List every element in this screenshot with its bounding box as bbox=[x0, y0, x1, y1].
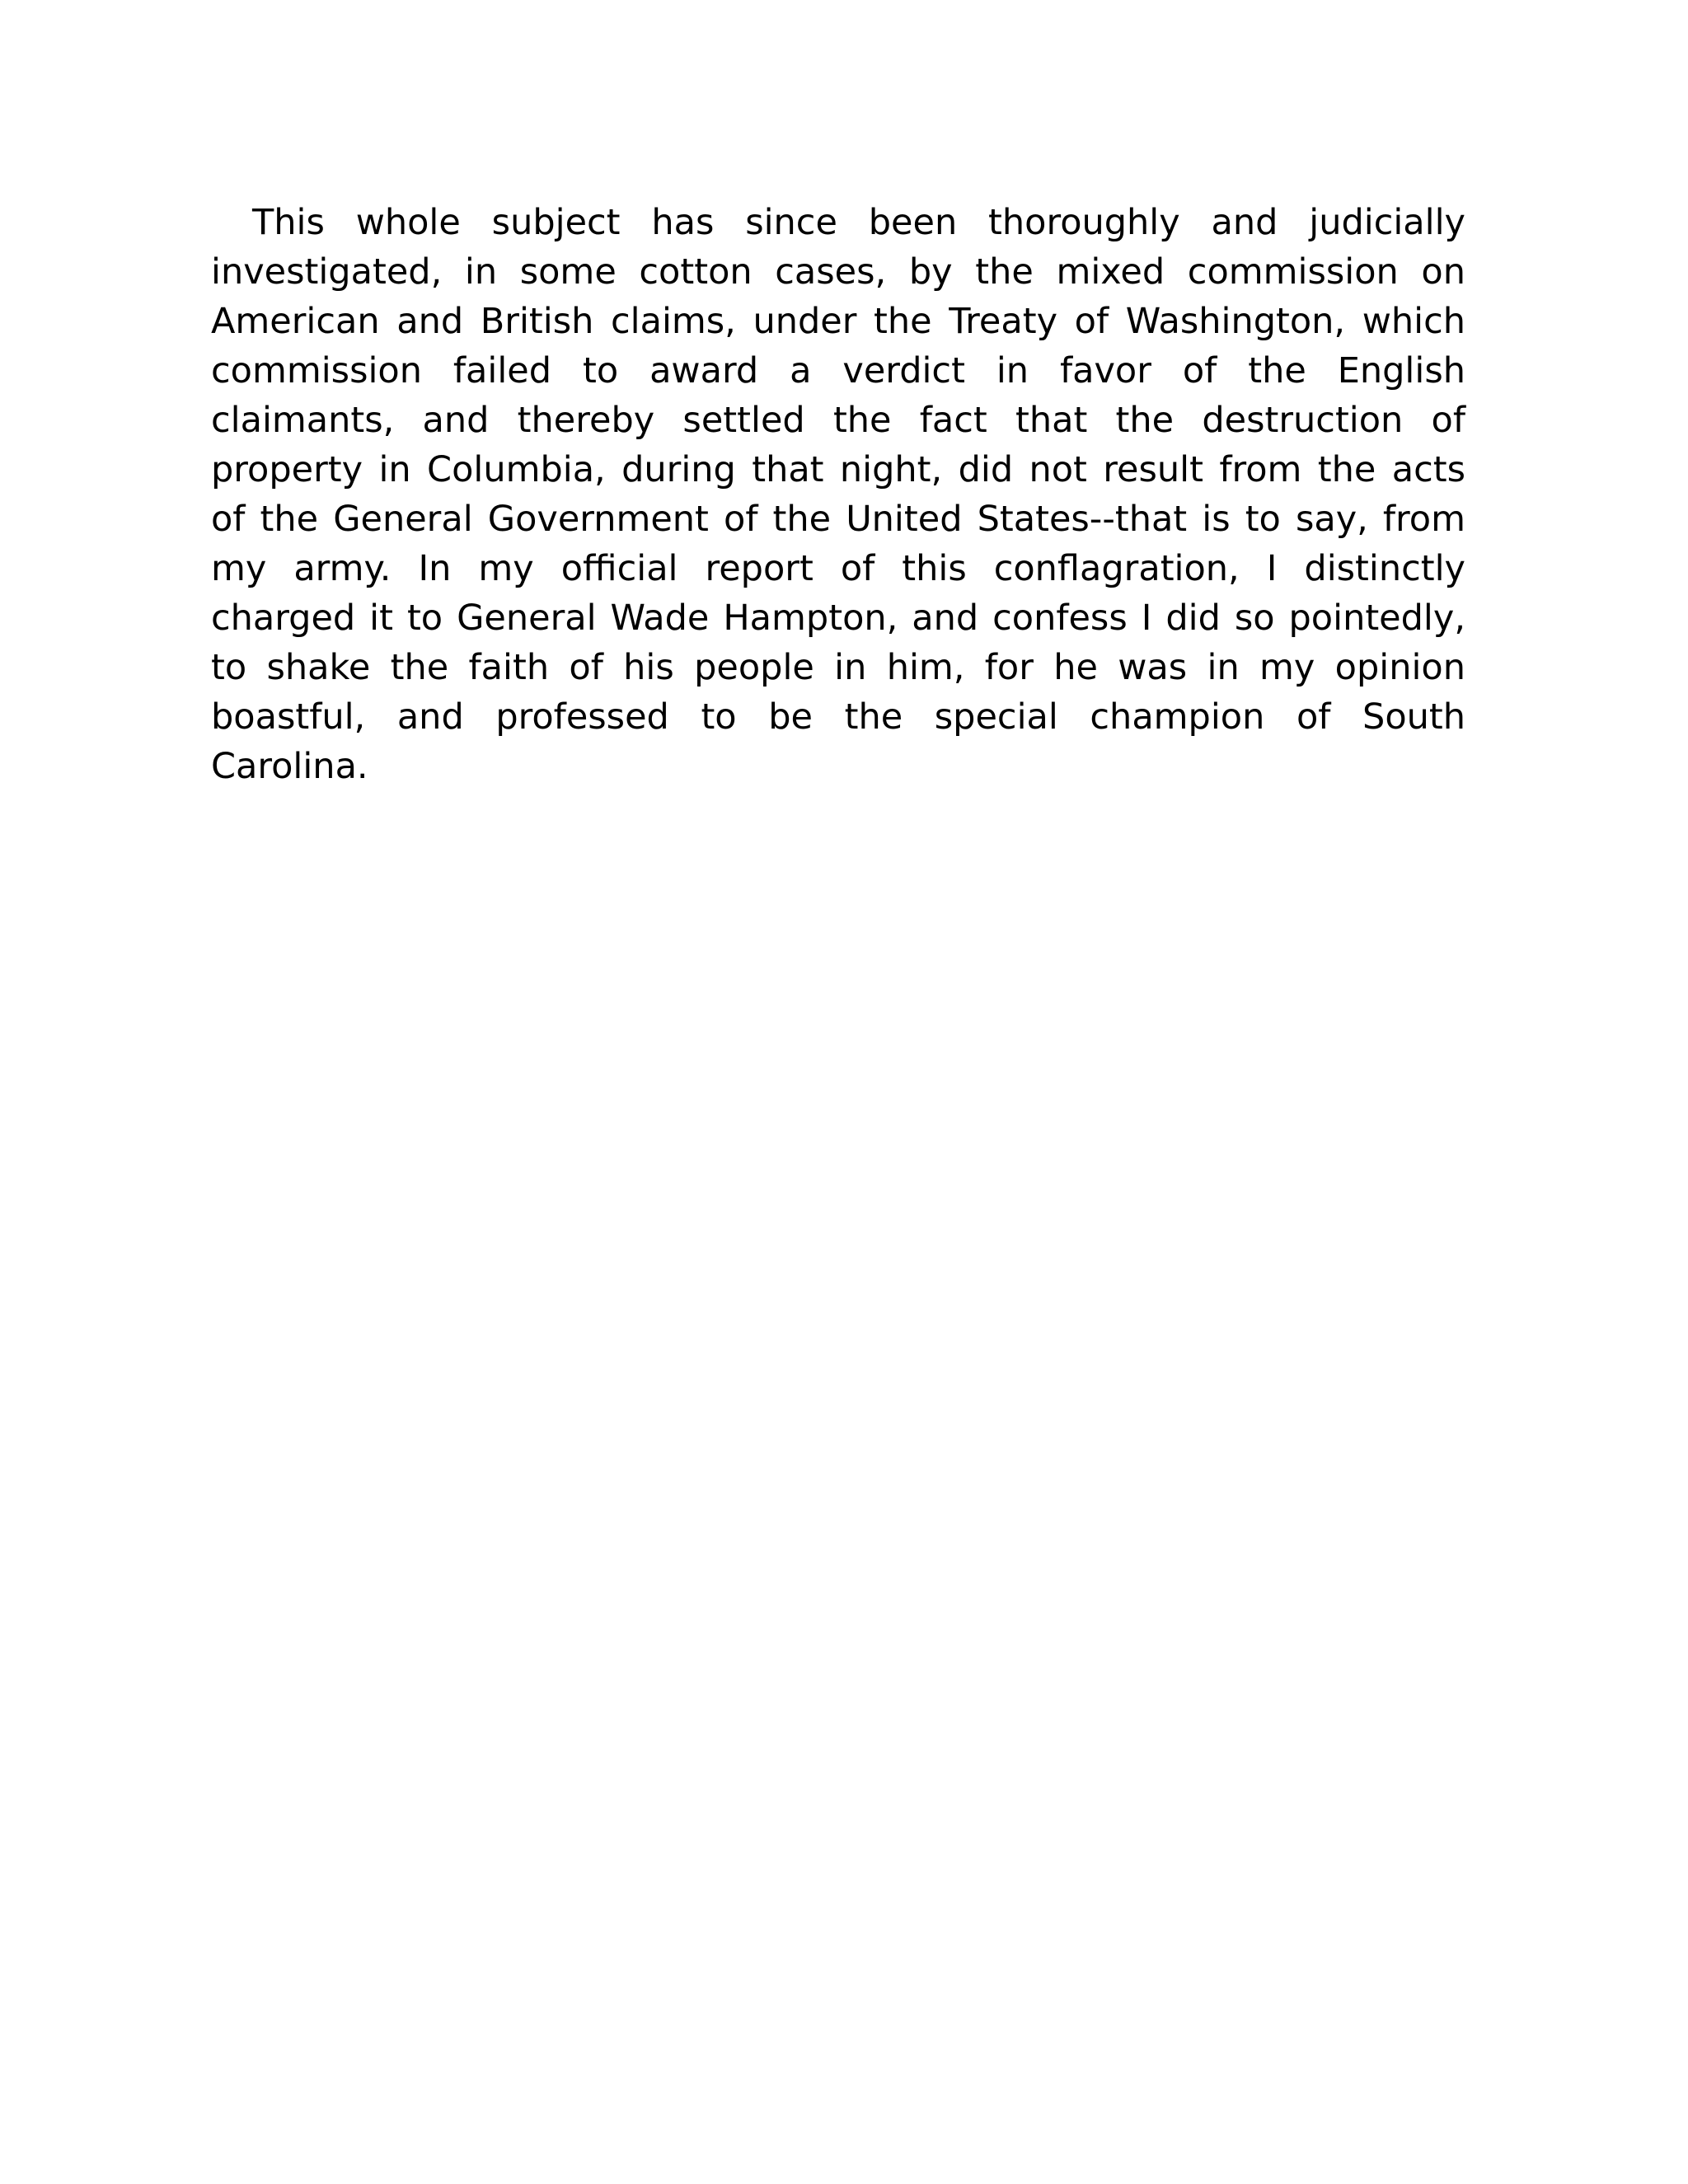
paragraph-line: charged it to General Wade Hampton, and confess I did so pointedly, bbox=[211, 598, 1465, 639]
paragraph-line: commission failed to award a verdict in favor of the English bbox=[211, 350, 1465, 391]
paragraph-line: investigated, in some cotton cases, by the mixed commission on bbox=[211, 251, 1465, 293]
paragraph-line: This whole subject has since been thoroughly and judicially bbox=[252, 202, 1465, 243]
body-paragraph bbox=[211, 198, 1465, 791]
paragraph-line: claimants, and thereby settled the fact that the destruction of bbox=[211, 400, 1465, 441]
paragraph-line: Carolina. bbox=[211, 746, 368, 787]
paragraph-line: my army. In my official report of this conflagration, I distinctly bbox=[211, 548, 1465, 589]
paragraph-line: boastful, and professed to be the special champion of South bbox=[211, 696, 1465, 738]
paragraph-line: American and British claims, under the Treaty of Washington, which bbox=[211, 301, 1465, 342]
paragraph-line: property in Columbia, during that night, did not result from the acts bbox=[211, 449, 1465, 490]
paragraph-line: to shake the faith of his people in him, for he was in my opinion bbox=[211, 647, 1465, 688]
paragraph-line: of the General Government of the United States--that is to say, from bbox=[211, 499, 1465, 540]
